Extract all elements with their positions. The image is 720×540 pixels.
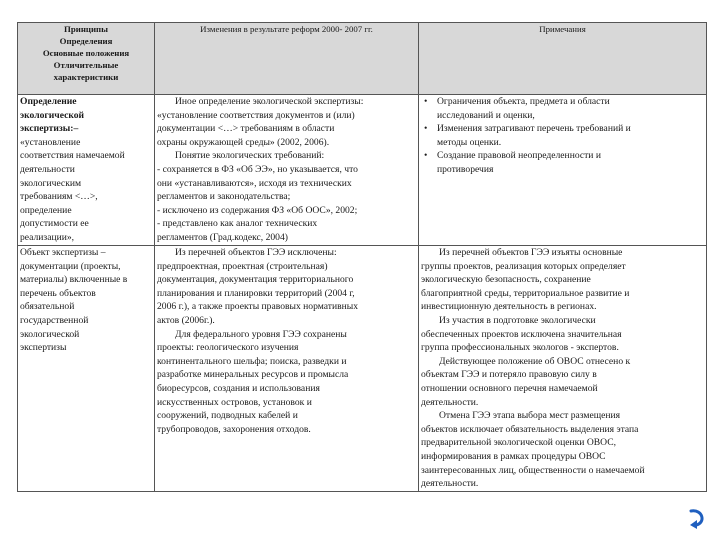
cell-line: Объект экспертизы –: [20, 247, 106, 258]
cell-line: Определение: [20, 96, 77, 107]
cell-line: заинтересованных лиц, общественности о намечаемой: [421, 464, 645, 476]
table-row: [18, 246, 707, 492]
cell-line: «установление: [20, 136, 81, 148]
cell-line: предпроектная, проектная (строительная): [157, 260, 328, 272]
cell-line: деятельности.: [421, 478, 479, 490]
cell-line: «установление соответствия документов и (или): [157, 109, 355, 121]
cell-line: реализации»,: [20, 231, 75, 243]
row1-principle-cell: [18, 95, 155, 246]
cell-line: государственной: [20, 314, 89, 326]
cell-line: экспертизы: [20, 342, 67, 354]
header-text: Примечания: [539, 24, 586, 34]
header-changes: [155, 23, 419, 95]
return-arrow-icon: [683, 505, 709, 531]
cell-line: соответствия намечаемой: [20, 150, 125, 162]
table-row: [18, 95, 707, 246]
row1-notes-cell: [419, 95, 707, 246]
header-principles: [18, 23, 155, 95]
return-button[interactable]: [683, 505, 709, 531]
cell-line: они «устанавливаются», исходя из технических: [157, 177, 352, 189]
cell-line: деятельности.: [421, 396, 479, 408]
list-item: [437, 95, 704, 122]
cell-line: противоречия: [437, 163, 494, 175]
cell-line: Иное определение экологической экспертизы:: [175, 96, 364, 107]
header-line: Определения: [59, 36, 113, 46]
cell-line: документации (проекты,: [20, 260, 121, 272]
cell-line: - представлено как аналог технических: [157, 218, 318, 230]
table-header-row: [18, 23, 707, 95]
row2-changes-cell: [155, 246, 419, 492]
cell-line: обязательной: [20, 301, 75, 313]
cell-line: трубопроводов, захоронения отходов.: [157, 423, 311, 435]
cell-line: экспертизы:–: [20, 123, 79, 135]
cell-line: экологической: [20, 328, 80, 340]
cell-line: предварительной экологической оценки ОВОС,: [421, 437, 616, 449]
comparison-table: [17, 22, 707, 492]
cell-line: Из перечней объектов ГЭЭ изъяты основные: [439, 247, 623, 258]
cell-line: документация, документация территориального: [157, 274, 354, 286]
header-line: Принципы: [64, 24, 108, 34]
cell-line: экологическую безопасность, сохранение: [421, 274, 591, 286]
cell-line: Из перечней объектов ГЭЭ исключены:: [175, 247, 337, 258]
header-line: характеристики: [53, 72, 119, 82]
cell-line: допустимости ее: [20, 218, 89, 230]
cell-line: разработке минеральных ресурсов и промысла: [157, 369, 349, 381]
cell-line: объектам ГЭЭ и потеряло правовую силу в: [421, 369, 597, 381]
cell-line: экологическим: [20, 177, 82, 189]
list-item: [437, 149, 704, 176]
cell-line: Понятие экологических требований:: [175, 150, 325, 162]
cell-line: охраны окружающей среды» (2002, 2006).: [157, 136, 330, 148]
row1-changes-cell: [155, 95, 419, 246]
cell-line: искусственных островов, установок и: [157, 396, 312, 408]
cell-line: отношении основного перечня намечаемой: [421, 382, 598, 394]
notes-bullet-list: [421, 95, 704, 177]
cell-line: континентального шельфа; поиска, разведки и: [157, 355, 347, 367]
cell-line: • Создание правовой неопределенности и: [437, 150, 601, 162]
cell-line: регламентов (Град.кодекс, 2004): [157, 231, 288, 243]
cell-line: обеспеченных проектов исключена значительная: [421, 328, 622, 340]
cell-line: методы оценки.: [437, 136, 502, 148]
cell-line: Действующее положение об ОВОС отнесено к: [439, 355, 631, 367]
cell-line: благоприятной среды, территориальное развитие и: [421, 287, 630, 299]
cell-line: определение: [20, 204, 72, 216]
cell-line: - исключено из содержания ФЗ «Об ООС», 2002;: [157, 204, 358, 216]
cell-line: исследований и оценки,: [437, 109, 535, 121]
cell-line: планирования и планировки территорий (2004 г,: [157, 287, 355, 299]
cell-line: требованиям <…>,: [20, 191, 98, 203]
cell-line: экологической: [20, 109, 85, 121]
cell-line: документации <…> требованиям в области: [157, 123, 335, 135]
list-item: [437, 122, 704, 149]
cell-line: деятельности: [20, 163, 75, 175]
cell-line: проекты: геологического изучения: [157, 342, 299, 354]
cell-line: объектов исключает обязательность выделения этапа: [421, 423, 639, 435]
cell-line: Отмена ГЭЭ этапа выбора мест размещения: [439, 410, 621, 422]
row2-principle-cell: [18, 246, 155, 492]
cell-line: - сохраняется в ФЗ «Об ЭЭ», но указывается, что: [157, 163, 358, 175]
cell-line: биоресурсов, создания и использования: [157, 382, 320, 394]
cell-line: актов (2006г.).: [157, 314, 215, 326]
cell-line: группы проектов, реализация которых определяет: [421, 260, 626, 272]
cell-line: Для федерального уровня ГЭЭ сохранены: [175, 328, 347, 340]
header-line: Отличительные: [53, 60, 119, 70]
cell-line: регламентов и законодательства;: [157, 191, 291, 203]
cell-line: • Изменения затрагивают перечень требований и: [437, 123, 631, 135]
cell-line: материалы) включенные в: [20, 274, 128, 286]
row2-notes-cell: [419, 246, 707, 492]
cell-line: • Ограничения объекта, предмета и области: [437, 96, 610, 107]
header-line: Основные положения: [42, 48, 130, 58]
cell-line: информирования в рамках процедуры ОВОС: [421, 450, 606, 462]
cell-line: инвестиционную деятельность в регионах.: [421, 301, 597, 313]
cell-line: группа профессиональных экологов - экспертов.: [421, 342, 619, 354]
header-text: Изменения в результате реформ 2000- 2007 гг.: [200, 24, 373, 34]
cell-line: сооружений, подводных кабелей и: [157, 410, 298, 422]
cell-line: 2006 г.), а также проекты правовых нормативных: [157, 301, 358, 313]
header-notes: [419, 23, 707, 95]
cell-line: перечень объектов: [20, 287, 96, 299]
cell-line: Из участия в подготовке экологически: [439, 314, 596, 326]
